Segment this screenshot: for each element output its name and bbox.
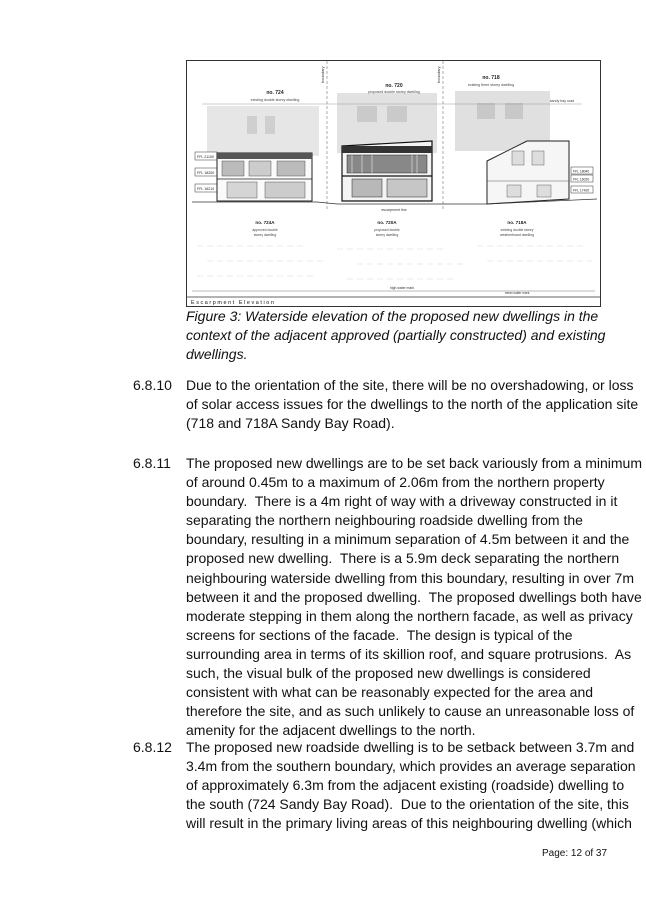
label-no724: no. 724 xyxy=(266,90,284,96)
paragraph-line: surrounding area in terms of its skillion roof, and square protrusions. As xyxy=(186,645,632,662)
boundary-label-right: boundary xyxy=(436,66,441,83)
paragraph-text xyxy=(186,454,642,740)
paragraph-line: proposed new dwelling. There is a 5.9m deck separating the northern xyxy=(186,550,620,567)
paragraph-line: the south (724 Sandy Bay Road). Due to the orientation of the site, this xyxy=(186,796,629,813)
paragraph-line: screens for sections of the facade. The design is typical of the xyxy=(186,626,573,643)
label-no718A-desc2: weatherboard dwelling xyxy=(500,233,534,237)
level-left-3: FFL 16210 xyxy=(197,187,215,191)
paragraph-line: The proposed new roadside dwelling is to be setback between 3.7m and xyxy=(186,739,635,755)
paragraph-text xyxy=(186,376,639,433)
level-left-2: FFL 18200 xyxy=(197,171,215,175)
level-right-2: FFL 16020 xyxy=(573,177,590,182)
label-no724A-desc2: storey dwelling xyxy=(253,233,277,237)
dwelling-724A xyxy=(217,153,312,201)
backdrop-724 xyxy=(207,106,319,156)
label-escarpment-line: escarpment line xyxy=(381,208,407,212)
paragraph-number: 6.8.12 xyxy=(133,739,172,755)
label-no720A-desc2: storey dwelling xyxy=(375,233,399,237)
drawing-title: Escarpment Elevation xyxy=(191,300,276,306)
paragraph-line: consistent with what can be reasonably expected for the area and xyxy=(186,684,594,701)
level-right-1: FFL 18040 xyxy=(573,169,590,174)
level-right-3: FFL 17420 xyxy=(573,188,590,193)
paragraph-number: 6.8.11 xyxy=(133,455,171,471)
paragraph-line: 3.4m from the southern boundary, which provides an average separation xyxy=(186,758,636,775)
paragraph-line: amenity for the adjacent dwellings to the north. xyxy=(186,722,476,739)
label-no718A-desc1: existing double storey xyxy=(500,228,534,232)
label-no720A-desc1: proposed double xyxy=(374,228,400,232)
paragraph-line: such, the visual bulk of the proposed new dwellings is considered xyxy=(186,665,591,682)
label-no724-desc: existing double storey dwelling xyxy=(250,98,300,102)
label-no720: no. 720 xyxy=(385,83,403,89)
label-sandy-bay-road: sandy bay road xyxy=(549,99,575,103)
paragraph-line: of around 0.45m to a maximum of 2.06m from the northern property xyxy=(186,474,605,491)
paragraph-line: Due to the orientation of the site, there will be no overshadowing, or loss xyxy=(186,377,634,393)
label-no718: no. 718 xyxy=(482,75,500,81)
paragraph-line: separating the northern neighbouring roadside dwelling from the xyxy=(186,512,583,529)
label-no720A: no. 720A xyxy=(377,220,397,225)
dwelling-720A xyxy=(342,141,432,201)
label-no720-desc: proposed double storey dwelling xyxy=(368,90,420,94)
paragraph-line: of approximately 6.3m from the adjacent existing (roadside) dwelling to xyxy=(186,777,625,794)
label-no724A: no. 724A xyxy=(255,220,275,225)
label-no718-desc: existing three storey dwelling xyxy=(467,83,515,87)
paragraph-line: The proposed new dwellings are to be set back variously from a minimum xyxy=(186,455,642,471)
escarpment-elevation-drawing xyxy=(187,61,600,306)
figure-caption: Figure 3: Waterside elevation of the proposed new dwellings in the context of the adjacent approved (partially constructed) and existing dwellings. xyxy=(186,308,606,362)
boundary-label-left: boundary xyxy=(320,66,325,83)
elevation-figure xyxy=(186,60,601,307)
label-no724A-desc1: approved double xyxy=(252,228,278,232)
ground-hatching xyxy=(197,246,592,279)
paragraph-text xyxy=(186,738,636,833)
label-no718A: no. 718A xyxy=(507,220,527,225)
paragraph-line: neighbouring waterside dwelling from this boundary, resulting in over 7m xyxy=(186,569,634,586)
paragraph-line: will result in the primary living areas of this neighbouring dwelling (which xyxy=(186,815,632,832)
paragraph-line: (718 and 718A Sandy Bay Road). xyxy=(186,415,395,432)
paragraph-number: 6.8.10 xyxy=(133,377,172,393)
paragraph-line: boundary. There is a 4m right of way with a driveway constructed in it xyxy=(186,493,618,510)
paragraph-line: moderate stepping in them along the northern facade, as well as privacy xyxy=(186,607,633,624)
level-left-1: FFL 21100 xyxy=(197,155,214,159)
paragraph-line: boundary, resulting in a minimum separation of 4.5m between it and the xyxy=(186,531,630,548)
label-mean-water-mark: mean water mark xyxy=(504,291,530,295)
paragraph-line: between it and the proposed dwelling. The proposed dwellings both have xyxy=(186,588,642,605)
paragraph-line: of solar access issues for the dwellings to the north of the application site xyxy=(186,396,639,413)
label-high-water-mark: high water mark xyxy=(389,286,415,290)
paragraph-line: therefore the site, and as such unlikely to cause an unreasonable loss of xyxy=(186,703,635,720)
page-number: Page: 12 of 37 xyxy=(542,848,608,859)
